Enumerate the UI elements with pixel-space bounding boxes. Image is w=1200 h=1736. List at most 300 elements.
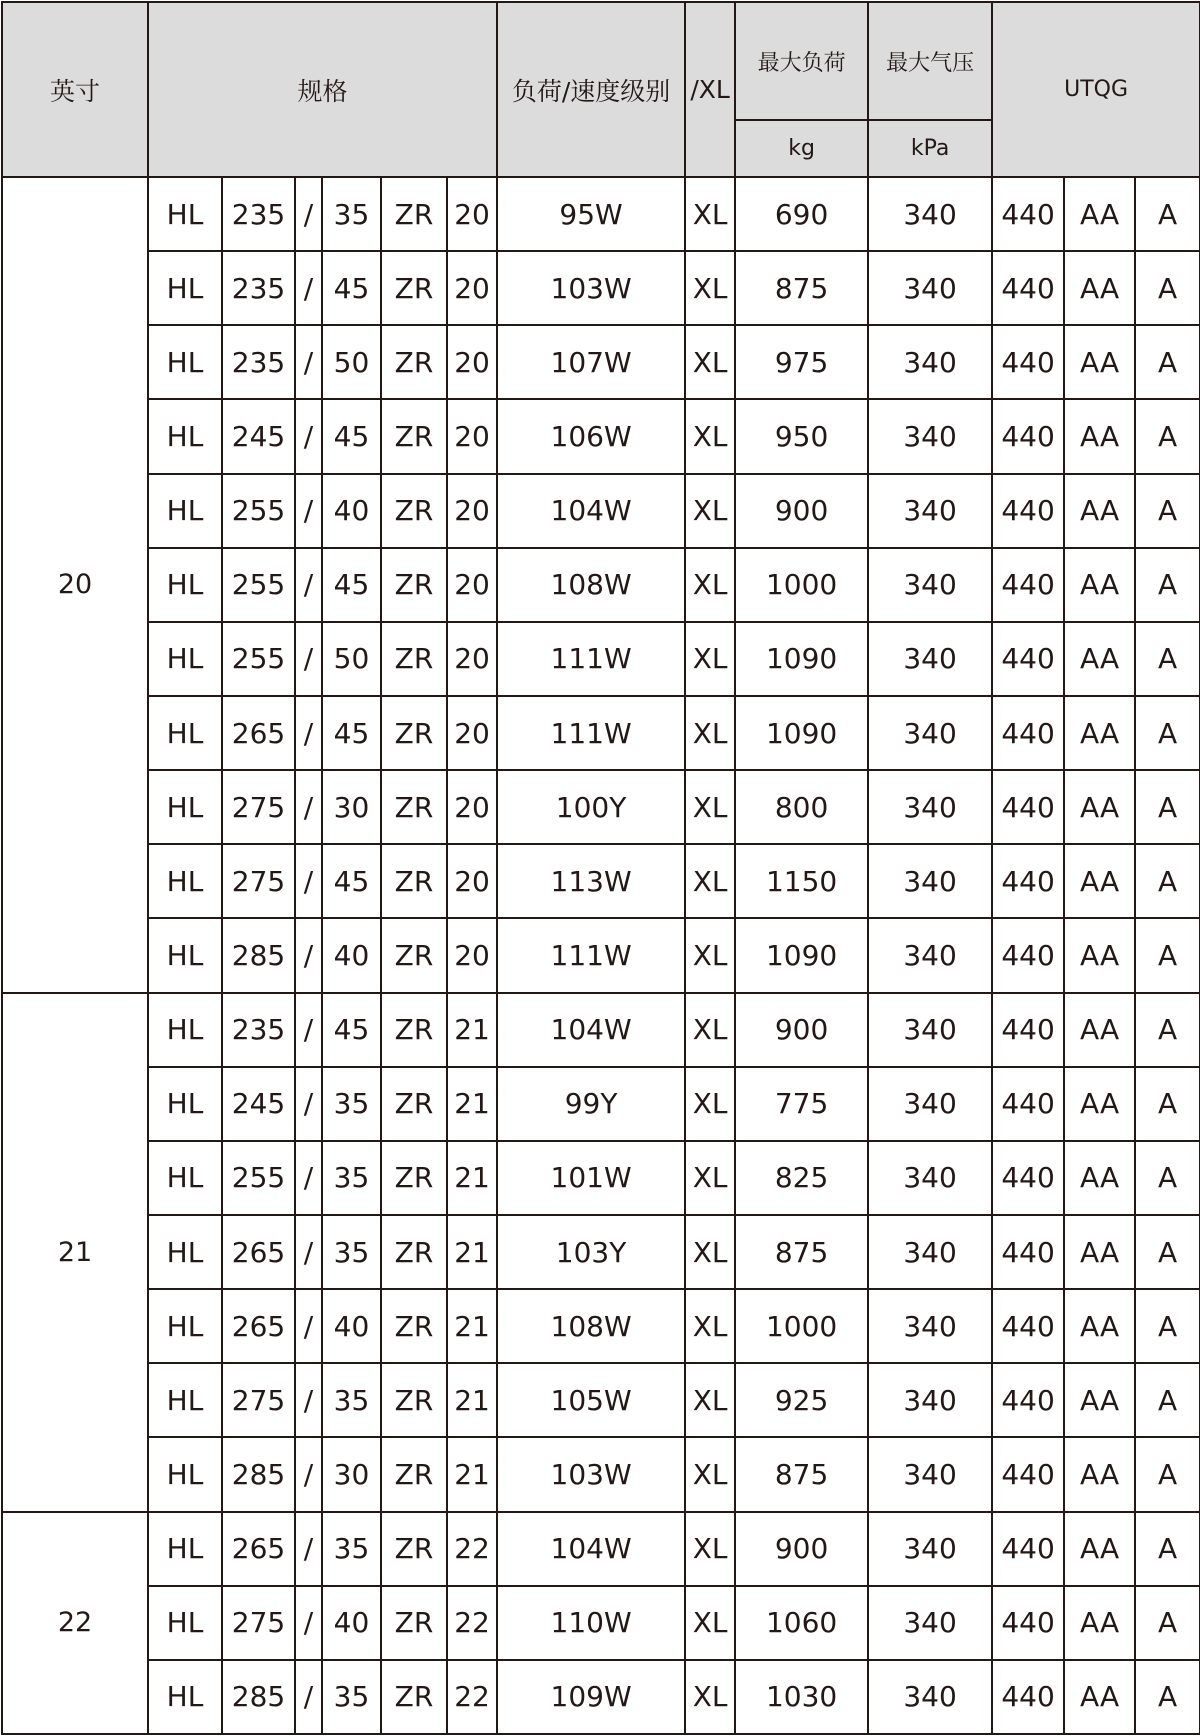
utqg-temperature-cell: A: [1135, 844, 1200, 918]
slash-separator: /: [295, 325, 322, 399]
width-cell: 265: [222, 1215, 295, 1289]
inch-group-cell: 20: [2, 177, 148, 993]
max-pressure-cell: 340: [868, 1215, 992, 1289]
brand-cell: HL: [148, 177, 222, 251]
utqg-treadwear-cell: 440: [992, 1512, 1064, 1586]
width-cell: 275: [222, 844, 295, 918]
construction-cell: ZR: [381, 918, 447, 992]
header-max-load-unit: kg: [735, 120, 868, 177]
utqg-temperature-cell: A: [1135, 1437, 1200, 1511]
construction-cell: ZR: [381, 622, 447, 696]
utqg-traction-cell: AA: [1064, 696, 1135, 770]
max-load-cell: 1000: [735, 548, 868, 622]
xl-cell: XL: [685, 325, 735, 399]
utqg-treadwear-cell: 440: [992, 1586, 1064, 1660]
width-cell: 255: [222, 622, 295, 696]
construction-cell: ZR: [381, 1660, 447, 1734]
utqg-traction-cell: AA: [1064, 770, 1135, 844]
utqg-temperature-cell: A: [1135, 1289, 1200, 1363]
max-load-cell: 1150: [735, 844, 868, 918]
load-speed-cell: 107W: [497, 325, 685, 399]
aspect-ratio-cell: 50: [322, 622, 381, 696]
utqg-temperature-cell: A: [1135, 918, 1200, 992]
slash-separator: /: [295, 1512, 322, 1586]
load-speed-cell: 99Y: [497, 1067, 685, 1141]
width-cell: 235: [222, 993, 295, 1067]
max-load-cell: 900: [735, 1512, 868, 1586]
max-pressure-cell: 340: [868, 1586, 992, 1660]
max-pressure-cell: 340: [868, 1660, 992, 1734]
load-speed-cell: 100Y: [497, 770, 685, 844]
xl-cell: XL: [685, 770, 735, 844]
load-speed-cell: 111W: [497, 622, 685, 696]
load-speed-cell: 113W: [497, 844, 685, 918]
slash-separator: /: [295, 251, 322, 325]
aspect-ratio-cell: 30: [322, 770, 381, 844]
header-max-load: 最大负荷: [735, 2, 868, 120]
utqg-temperature-cell: A: [1135, 1215, 1200, 1289]
brand-cell: HL: [148, 1067, 222, 1141]
aspect-ratio-cell: 45: [322, 251, 381, 325]
width-cell: 285: [222, 918, 295, 992]
utqg-treadwear-cell: 440: [992, 1289, 1064, 1363]
utqg-treadwear-cell: 440: [992, 622, 1064, 696]
construction-cell: ZR: [381, 325, 447, 399]
table-row: [2, 1660, 1200, 1734]
aspect-ratio-cell: 45: [322, 696, 381, 770]
construction-cell: ZR: [381, 1289, 447, 1363]
aspect-ratio-cell: 45: [322, 844, 381, 918]
max-load-cell: 800: [735, 770, 868, 844]
aspect-ratio-cell: 40: [322, 918, 381, 992]
rim-diameter-cell: 21: [447, 1141, 497, 1215]
xl-cell: XL: [685, 1512, 735, 1586]
rim-diameter-cell: 20: [447, 548, 497, 622]
load-speed-cell: 103W: [497, 251, 685, 325]
slash-separator: /: [295, 1437, 322, 1511]
max-pressure-cell: 340: [868, 548, 992, 622]
slash-separator: /: [295, 770, 322, 844]
utqg-temperature-cell: A: [1135, 548, 1200, 622]
aspect-ratio-cell: 50: [322, 325, 381, 399]
load-speed-cell: 101W: [497, 1141, 685, 1215]
max-load-cell: 1090: [735, 622, 868, 696]
inch-group-cell: 21: [2, 993, 148, 1512]
header-spec: 规格: [148, 2, 497, 177]
aspect-ratio-cell: 35: [322, 1141, 381, 1215]
width-cell: 235: [222, 325, 295, 399]
utqg-treadwear-cell: 440: [992, 325, 1064, 399]
max-pressure-cell: 340: [868, 474, 992, 548]
header-load-speed: 负荷/速度级别: [497, 2, 685, 177]
rim-diameter-cell: 20: [447, 325, 497, 399]
xl-cell: XL: [685, 844, 735, 918]
utqg-traction-cell: AA: [1064, 1512, 1135, 1586]
xl-cell: XL: [685, 548, 735, 622]
brand-cell: HL: [148, 1289, 222, 1363]
utqg-treadwear-cell: 440: [992, 1215, 1064, 1289]
rim-diameter-cell: 20: [447, 696, 497, 770]
max-load-cell: 925: [735, 1363, 868, 1437]
load-speed-cell: 108W: [497, 548, 685, 622]
construction-cell: ZR: [381, 399, 447, 473]
max-pressure-cell: 340: [868, 251, 992, 325]
utqg-treadwear-cell: 440: [992, 1141, 1064, 1215]
table-row: [2, 1289, 1200, 1363]
construction-cell: ZR: [381, 1363, 447, 1437]
brand-cell: HL: [148, 1363, 222, 1437]
max-load-cell: 775: [735, 1067, 868, 1141]
table-row: [2, 1215, 1200, 1289]
utqg-temperature-cell: A: [1135, 1141, 1200, 1215]
aspect-ratio-cell: 40: [322, 1586, 381, 1660]
construction-cell: ZR: [381, 770, 447, 844]
load-speed-cell: 111W: [497, 918, 685, 992]
aspect-ratio-cell: 35: [322, 1512, 381, 1586]
header-xl: /XL: [685, 2, 735, 177]
utqg-treadwear-cell: 440: [992, 474, 1064, 548]
utqg-temperature-cell: A: [1135, 325, 1200, 399]
utqg-treadwear-cell: 440: [992, 399, 1064, 473]
slash-separator: /: [295, 622, 322, 696]
slash-separator: /: [295, 177, 322, 251]
rim-diameter-cell: 20: [447, 474, 497, 548]
utqg-traction-cell: AA: [1064, 251, 1135, 325]
aspect-ratio-cell: 45: [322, 399, 381, 473]
utqg-traction-cell: AA: [1064, 474, 1135, 548]
width-cell: 245: [222, 399, 295, 473]
brand-cell: HL: [148, 918, 222, 992]
xl-cell: XL: [685, 1289, 735, 1363]
load-speed-cell: 111W: [497, 696, 685, 770]
rim-diameter-cell: 20: [447, 770, 497, 844]
aspect-ratio-cell: 35: [322, 1067, 381, 1141]
utqg-treadwear-cell: 440: [992, 251, 1064, 325]
construction-cell: ZR: [381, 993, 447, 1067]
construction-cell: ZR: [381, 696, 447, 770]
load-speed-cell: 104W: [497, 1512, 685, 1586]
xl-cell: XL: [685, 399, 735, 473]
construction-cell: ZR: [381, 844, 447, 918]
utqg-temperature-cell: A: [1135, 622, 1200, 696]
max-load-cell: 875: [735, 251, 868, 325]
construction-cell: ZR: [381, 474, 447, 548]
rim-diameter-cell: 20: [447, 399, 497, 473]
brand-cell: HL: [148, 1512, 222, 1586]
max-load-cell: 975: [735, 325, 868, 399]
xl-cell: XL: [685, 1660, 735, 1734]
max-pressure-cell: 340: [868, 770, 992, 844]
utqg-temperature-cell: A: [1135, 1512, 1200, 1586]
utqg-traction-cell: AA: [1064, 325, 1135, 399]
slash-separator: /: [295, 399, 322, 473]
slash-separator: /: [295, 1660, 322, 1734]
aspect-ratio-cell: 35: [322, 1660, 381, 1734]
utqg-traction-cell: AA: [1064, 1363, 1135, 1437]
brand-cell: HL: [148, 696, 222, 770]
table-row: [2, 399, 1200, 473]
header-max-pressure: 最大气压: [868, 2, 992, 120]
utqg-temperature-cell: A: [1135, 993, 1200, 1067]
max-pressure-cell: 340: [868, 1512, 992, 1586]
construction-cell: ZR: [381, 1437, 447, 1511]
utqg-temperature-cell: A: [1135, 251, 1200, 325]
max-load-cell: 690: [735, 177, 868, 251]
slash-separator: /: [295, 993, 322, 1067]
xl-cell: XL: [685, 1586, 735, 1660]
load-speed-cell: 104W: [497, 993, 685, 1067]
utqg-traction-cell: AA: [1064, 399, 1135, 473]
utqg-treadwear-cell: 440: [992, 844, 1064, 918]
rim-diameter-cell: 21: [447, 993, 497, 1067]
utqg-temperature-cell: A: [1135, 399, 1200, 473]
rim-diameter-cell: 22: [447, 1660, 497, 1734]
max-pressure-cell: 340: [868, 1289, 992, 1363]
construction-cell: ZR: [381, 251, 447, 325]
slash-separator: /: [295, 918, 322, 992]
table-row: [2, 918, 1200, 992]
slash-separator: /: [295, 474, 322, 548]
load-speed-cell: 95W: [497, 177, 685, 251]
load-speed-cell: 104W: [497, 474, 685, 548]
xl-cell: XL: [685, 1363, 735, 1437]
xl-cell: XL: [685, 474, 735, 548]
header-max-pressure-unit: kPa: [868, 120, 992, 177]
xl-cell: XL: [685, 1141, 735, 1215]
max-pressure-cell: 340: [868, 993, 992, 1067]
utqg-treadwear-cell: 440: [992, 548, 1064, 622]
load-speed-cell: 103W: [497, 1437, 685, 1511]
slash-separator: /: [295, 1141, 322, 1215]
max-load-cell: 1000: [735, 1289, 868, 1363]
xl-cell: XL: [685, 993, 735, 1067]
construction-cell: ZR: [381, 1141, 447, 1215]
rim-diameter-cell: 20: [447, 251, 497, 325]
utqg-traction-cell: AA: [1064, 548, 1135, 622]
utqg-temperature-cell: A: [1135, 1660, 1200, 1734]
utqg-temperature-cell: A: [1135, 1363, 1200, 1437]
table-row: [2, 1141, 1200, 1215]
max-pressure-cell: 340: [868, 1141, 992, 1215]
width-cell: 245: [222, 1067, 295, 1141]
utqg-traction-cell: AA: [1064, 622, 1135, 696]
brand-cell: HL: [148, 548, 222, 622]
construction-cell: ZR: [381, 1512, 447, 1586]
aspect-ratio-cell: 35: [322, 177, 381, 251]
table-row: [2, 548, 1200, 622]
utqg-treadwear-cell: 440: [992, 177, 1064, 251]
table-row: [2, 770, 1200, 844]
load-speed-cell: 110W: [497, 1586, 685, 1660]
utqg-treadwear-cell: 440: [992, 1067, 1064, 1141]
slash-separator: /: [295, 1067, 322, 1141]
width-cell: 255: [222, 474, 295, 548]
rim-diameter-cell: 20: [447, 622, 497, 696]
slash-separator: /: [295, 548, 322, 622]
utqg-traction-cell: AA: [1064, 844, 1135, 918]
construction-cell: ZR: [381, 177, 447, 251]
width-cell: 275: [222, 770, 295, 844]
table-row: [2, 177, 1200, 251]
xl-cell: XL: [685, 622, 735, 696]
brand-cell: HL: [148, 844, 222, 918]
width-cell: 285: [222, 1660, 295, 1734]
max-load-cell: 875: [735, 1215, 868, 1289]
xl-cell: XL: [685, 1067, 735, 1141]
utqg-traction-cell: AA: [1064, 1437, 1135, 1511]
utqg-temperature-cell: A: [1135, 696, 1200, 770]
brand-cell: HL: [148, 993, 222, 1067]
header-row: [2, 2, 1200, 120]
utqg-traction-cell: AA: [1064, 1215, 1135, 1289]
brand-cell: HL: [148, 1141, 222, 1215]
tire-spec-table: [1, 1, 1200, 1735]
max-load-cell: 950: [735, 399, 868, 473]
max-load-cell: 900: [735, 993, 868, 1067]
max-pressure-cell: 340: [868, 622, 992, 696]
table-header: [2, 2, 1200, 177]
rim-diameter-cell: 20: [447, 918, 497, 992]
utqg-traction-cell: AA: [1064, 177, 1135, 251]
table-body: [2, 177, 1200, 1734]
width-cell: 255: [222, 548, 295, 622]
load-speed-cell: 108W: [497, 1289, 685, 1363]
width-cell: 285: [222, 1437, 295, 1511]
width-cell: 255: [222, 1141, 295, 1215]
utqg-temperature-cell: A: [1135, 1067, 1200, 1141]
header-inch: 英寸: [2, 2, 148, 177]
max-pressure-cell: 340: [868, 325, 992, 399]
construction-cell: ZR: [381, 1215, 447, 1289]
utqg-temperature-cell: A: [1135, 177, 1200, 251]
max-pressure-cell: 340: [868, 844, 992, 918]
rim-diameter-cell: 20: [447, 177, 497, 251]
table-row: [2, 1067, 1200, 1141]
width-cell: 265: [222, 1289, 295, 1363]
max-load-cell: 875: [735, 1437, 868, 1511]
utqg-traction-cell: AA: [1064, 918, 1135, 992]
slash-separator: /: [295, 1215, 322, 1289]
utqg-temperature-cell: A: [1135, 474, 1200, 548]
utqg-treadwear-cell: 440: [992, 770, 1064, 844]
max-pressure-cell: 340: [868, 1437, 992, 1511]
xl-cell: XL: [685, 1437, 735, 1511]
slash-separator: /: [295, 1289, 322, 1363]
width-cell: 265: [222, 1512, 295, 1586]
max-pressure-cell: 340: [868, 1363, 992, 1437]
rim-diameter-cell: 21: [447, 1067, 497, 1141]
xl-cell: XL: [685, 1215, 735, 1289]
rim-diameter-cell: 21: [447, 1437, 497, 1511]
load-speed-cell: 103Y: [497, 1215, 685, 1289]
width-cell: 275: [222, 1363, 295, 1437]
slash-separator: /: [295, 1363, 322, 1437]
table-row: [2, 251, 1200, 325]
slash-separator: /: [295, 1586, 322, 1660]
utqg-traction-cell: AA: [1064, 993, 1135, 1067]
aspect-ratio-cell: 45: [322, 548, 381, 622]
rim-diameter-cell: 22: [447, 1586, 497, 1660]
construction-cell: ZR: [381, 1586, 447, 1660]
xl-cell: XL: [685, 251, 735, 325]
rim-diameter-cell: 21: [447, 1289, 497, 1363]
brand-cell: HL: [148, 325, 222, 399]
utqg-treadwear-cell: 440: [992, 1660, 1064, 1734]
width-cell: 265: [222, 696, 295, 770]
brand-cell: HL: [148, 770, 222, 844]
utqg-traction-cell: AA: [1064, 1586, 1135, 1660]
load-speed-cell: 106W: [497, 399, 685, 473]
max-load-cell: 1090: [735, 918, 868, 992]
xl-cell: XL: [685, 696, 735, 770]
utqg-treadwear-cell: 440: [992, 993, 1064, 1067]
width-cell: 275: [222, 1586, 295, 1660]
rim-diameter-cell: 22: [447, 1512, 497, 1586]
width-cell: 235: [222, 251, 295, 325]
width-cell: 235: [222, 177, 295, 251]
aspect-ratio-cell: 30: [322, 1437, 381, 1511]
table-row: [2, 844, 1200, 918]
table-row: [2, 325, 1200, 399]
utqg-treadwear-cell: 440: [992, 696, 1064, 770]
brand-cell: HL: [148, 1660, 222, 1734]
utqg-traction-cell: AA: [1064, 1067, 1135, 1141]
aspect-ratio-cell: 35: [322, 1215, 381, 1289]
max-load-cell: 900: [735, 474, 868, 548]
construction-cell: ZR: [381, 1067, 447, 1141]
xl-cell: XL: [685, 177, 735, 251]
slash-separator: /: [295, 696, 322, 770]
brand-cell: HL: [148, 474, 222, 548]
construction-cell: ZR: [381, 548, 447, 622]
utqg-temperature-cell: A: [1135, 770, 1200, 844]
rim-diameter-cell: 21: [447, 1363, 497, 1437]
utqg-treadwear-cell: 440: [992, 918, 1064, 992]
brand-cell: HL: [148, 1586, 222, 1660]
table-row: [2, 696, 1200, 770]
brand-cell: HL: [148, 399, 222, 473]
table-row: [2, 1512, 1200, 1586]
inch-group-cell: 22: [2, 1512, 148, 1734]
utqg-treadwear-cell: 440: [992, 1363, 1064, 1437]
utqg-temperature-cell: A: [1135, 1586, 1200, 1660]
utqg-treadwear-cell: 440: [992, 1437, 1064, 1511]
rim-diameter-cell: 21: [447, 1215, 497, 1289]
brand-cell: HL: [148, 1437, 222, 1511]
max-load-cell: 1060: [735, 1586, 868, 1660]
max-pressure-cell: 340: [868, 696, 992, 770]
utqg-traction-cell: AA: [1064, 1141, 1135, 1215]
table-row: [2, 1363, 1200, 1437]
max-pressure-cell: 340: [868, 1067, 992, 1141]
max-pressure-cell: 340: [868, 177, 992, 251]
aspect-ratio-cell: 35: [322, 1363, 381, 1437]
table-row: [2, 622, 1200, 696]
utqg-traction-cell: AA: [1064, 1660, 1135, 1734]
max-load-cell: 1090: [735, 696, 868, 770]
utqg-traction-cell: AA: [1064, 1289, 1135, 1363]
table-row: [2, 1586, 1200, 1660]
load-speed-cell: 109W: [497, 1660, 685, 1734]
aspect-ratio-cell: 40: [322, 1289, 381, 1363]
load-speed-cell: 105W: [497, 1363, 685, 1437]
max-pressure-cell: 340: [868, 399, 992, 473]
brand-cell: HL: [148, 1215, 222, 1289]
slash-separator: /: [295, 844, 322, 918]
table-row: [2, 474, 1200, 548]
max-load-cell: 1030: [735, 1660, 868, 1734]
table-row: [2, 993, 1200, 1067]
